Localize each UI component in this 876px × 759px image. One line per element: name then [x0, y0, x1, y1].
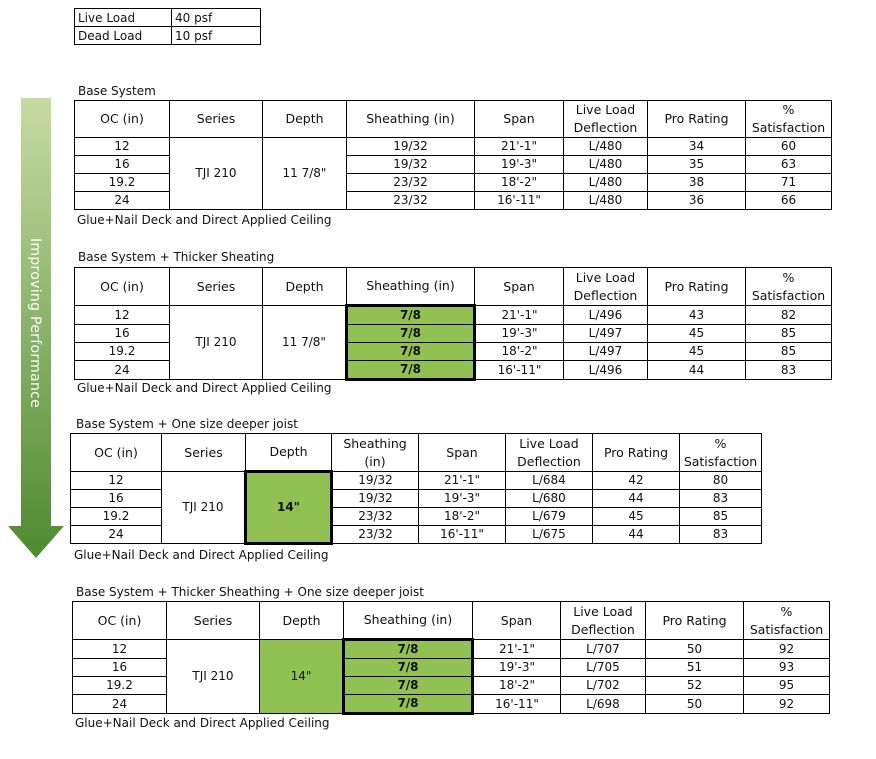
header-depth: Depth — [263, 101, 347, 138]
sheathing-cell-highlighted: 7/8 — [347, 343, 475, 361]
deflection-cell: L/705 — [561, 659, 646, 677]
span-cell: 19'-3" — [419, 490, 506, 508]
header-deflection: Live Load Deflection — [561, 602, 646, 640]
table-4-note: Glue+Nail Deck and Direct Applied Ceiling — [75, 716, 330, 730]
spec-table-4 — [72, 601, 830, 715]
span-cell: 19'-3" — [475, 325, 564, 343]
pro-rating-cell: 51 — [646, 659, 744, 677]
satisfaction-cell: 66 — [746, 192, 832, 210]
header-span: Span — [475, 101, 564, 138]
oc-cell: 19.2 — [75, 174, 170, 192]
oc-cell: 16 — [75, 325, 170, 343]
satisfaction-cell: 60 — [746, 138, 832, 156]
satisfaction-cell: 85 — [680, 508, 762, 526]
table-1-title: Base System — [78, 84, 156, 98]
span-cell: 21'-1" — [419, 472, 506, 490]
oc-cell: 24 — [75, 192, 170, 210]
oc-cell: 12 — [71, 472, 162, 490]
satisfaction-cell: 82 — [746, 306, 832, 325]
sheathing-cell-highlighted: 7/8 — [347, 361, 475, 380]
header-series: Series — [170, 268, 263, 306]
depth-cell-highlighted: 14" — [246, 472, 332, 544]
table-header-row — [71, 434, 762, 472]
table-row — [75, 138, 832, 156]
satisfaction-cell: 83 — [680, 526, 762, 544]
oc-cell: 12 — [75, 138, 170, 156]
header-pro-rating: Pro Rating — [593, 434, 680, 472]
table-1-note: Glue+Nail Deck and Direct Applied Ceiling — [77, 213, 332, 227]
header-pro-rating: Pro Rating — [648, 101, 746, 138]
oc-cell: 19.2 — [75, 343, 170, 361]
sheathing-cell: 19/32 — [332, 490, 419, 508]
header-sheathing: Sheathing (in) — [347, 268, 475, 306]
deflection-cell: L/480 — [564, 138, 648, 156]
satisfaction-cell: 83 — [746, 361, 832, 380]
header-oc: OC (in) — [71, 434, 162, 472]
header-series: Series — [162, 434, 246, 472]
header-oc: OC (in) — [75, 268, 170, 306]
header-oc: OC (in) — [75, 101, 170, 138]
series-cell: TJI 210 — [167, 640, 260, 714]
pro-rating-cell: 50 — [646, 695, 744, 714]
deflection-cell: L/496 — [564, 361, 648, 380]
header-satisfaction: % Satisfaction — [746, 101, 832, 138]
satisfaction-cell: 85 — [746, 325, 832, 343]
header-deflection: Live Load Deflection — [564, 268, 648, 306]
deflection-cell: L/702 — [561, 677, 646, 695]
pro-rating-cell: 36 — [648, 192, 746, 210]
header-series: Series — [170, 101, 263, 138]
deflection-cell: L/497 — [564, 343, 648, 361]
pro-rating-cell: 50 — [646, 640, 744, 659]
table-3-note: Glue+Nail Deck and Direct Applied Ceiling — [74, 548, 329, 562]
table-row — [75, 306, 832, 325]
header-depth: Depth — [263, 268, 347, 306]
satisfaction-cell: 71 — [746, 174, 832, 192]
header-depth: Depth — [260, 602, 344, 640]
span-cell: 21'-1" — [473, 640, 561, 659]
satisfaction-cell: 85 — [746, 343, 832, 361]
live-load-row — [75, 9, 261, 27]
satisfaction-cell: 80 — [680, 472, 762, 490]
pro-rating-cell: 43 — [648, 306, 746, 325]
depth-cell: 11 7/8" — [263, 138, 347, 210]
header-deflection: Live Load Deflection — [564, 101, 648, 138]
span-cell: 16'-11" — [419, 526, 506, 544]
pro-rating-cell: 35 — [648, 156, 746, 174]
header-satisfaction: % Satisfaction — [746, 268, 832, 306]
satisfaction-cell: 83 — [680, 490, 762, 508]
deflection-cell: L/480 — [564, 174, 648, 192]
span-cell: 19'-3" — [475, 156, 564, 174]
sheathing-cell: 19/32 — [347, 156, 475, 174]
span-cell: 21'-1" — [475, 306, 564, 325]
span-cell: 16'-11" — [475, 192, 564, 210]
sheathing-cell-highlighted: 7/8 — [344, 695, 473, 714]
header-span: Span — [419, 434, 506, 472]
header-pro-rating: Pro Rating — [646, 602, 744, 640]
sheathing-cell: 19/32 — [332, 472, 419, 490]
oc-cell: 24 — [71, 526, 162, 544]
dead-load-row — [75, 27, 261, 45]
satisfaction-cell: 95 — [744, 677, 830, 695]
pro-rating-cell: 45 — [648, 325, 746, 343]
header-sheathing: Sheathing (in) — [344, 602, 473, 640]
header-sheathing: Sheathing (in) — [332, 434, 419, 472]
satisfaction-cell: 92 — [744, 640, 830, 659]
header-series: Series — [167, 602, 260, 640]
dead-load-label: Dead Load — [75, 27, 172, 45]
header-depth: Depth — [246, 434, 332, 472]
table-4-title: Base System + Thicker Sheathing + One size deeper joist — [76, 585, 424, 599]
spec-table-3 — [70, 433, 762, 545]
span-cell: 18'-2" — [419, 508, 506, 526]
oc-cell: 24 — [73, 695, 167, 714]
oc-cell: 16 — [75, 156, 170, 174]
header-span: Span — [475, 268, 564, 306]
sheathing-cell: 23/32 — [332, 526, 419, 544]
spec-table-1 — [74, 100, 832, 210]
depth-cell-highlighted: 14" — [260, 640, 344, 714]
satisfaction-cell: 93 — [744, 659, 830, 677]
oc-cell: 16 — [71, 490, 162, 508]
table-row — [73, 640, 830, 659]
pro-rating-cell: 44 — [593, 526, 680, 544]
sheathing-cell-highlighted: 7/8 — [344, 677, 473, 695]
pro-rating-cell: 44 — [593, 490, 680, 508]
span-cell: 18'-2" — [473, 677, 561, 695]
deflection-cell: L/707 — [561, 640, 646, 659]
deflection-cell: L/496 — [564, 306, 648, 325]
pro-rating-cell: 44 — [648, 361, 746, 380]
deflection-cell: L/680 — [506, 490, 593, 508]
deflection-cell: L/675 — [506, 526, 593, 544]
span-cell: 18'-2" — [475, 174, 564, 192]
header-oc: OC (in) — [73, 602, 167, 640]
loads-table — [74, 8, 261, 45]
pro-rating-cell: 52 — [646, 677, 744, 695]
series-cell: TJI 210 — [170, 138, 263, 210]
span-cell: 16'-11" — [473, 695, 561, 714]
oc-cell: 19.2 — [71, 508, 162, 526]
dead-load-value: 10 psf — [172, 27, 261, 45]
deflection-cell: L/497 — [564, 325, 648, 343]
pro-rating-cell: 42 — [593, 472, 680, 490]
sheathing-cell-highlighted: 7/8 — [344, 640, 473, 659]
pro-rating-cell: 38 — [648, 174, 746, 192]
pro-rating-cell: 34 — [648, 138, 746, 156]
depth-cell: 11 7/8" — [263, 306, 347, 380]
series-cell: TJI 210 — [170, 306, 263, 380]
sheathing-cell-highlighted: 7/8 — [347, 306, 475, 325]
table-2-note: Glue+Nail Deck and Direct Applied Ceiling — [77, 381, 332, 395]
sheathing-cell-highlighted: 7/8 — [347, 325, 475, 343]
oc-cell: 12 — [75, 306, 170, 325]
table-header-row — [73, 602, 830, 640]
series-cell: TJI 210 — [162, 472, 246, 544]
deflection-cell: L/480 — [564, 192, 648, 210]
deflection-cell: L/698 — [561, 695, 646, 714]
header-span: Span — [473, 602, 561, 640]
oc-cell: 19.2 — [73, 677, 167, 695]
table-2-title: Base System + Thicker Sheating — [78, 250, 275, 264]
table-row — [71, 472, 762, 490]
deflection-cell: L/684 — [506, 472, 593, 490]
deflection-cell: L/480 — [564, 156, 648, 174]
oc-cell: 12 — [73, 640, 167, 659]
span-cell: 18'-2" — [475, 343, 564, 361]
deflection-cell: L/679 — [506, 508, 593, 526]
live-load-value: 40 psf — [172, 9, 261, 27]
header-sheathing: Sheathing (in) — [347, 101, 475, 138]
sheathing-cell: 19/32 — [347, 138, 475, 156]
sheathing-cell-highlighted: 7/8 — [344, 659, 473, 677]
pro-rating-cell: 45 — [593, 508, 680, 526]
span-cell: 21'-1" — [475, 138, 564, 156]
spec-table-2 — [74, 267, 832, 381]
span-cell: 16'-11" — [475, 361, 564, 380]
oc-cell: 24 — [75, 361, 170, 380]
header-satisfaction: % Satisfaction — [680, 434, 762, 472]
header-pro-rating: Pro Rating — [648, 268, 746, 306]
satisfaction-cell: 92 — [744, 695, 830, 714]
live-load-label: Live Load — [75, 9, 172, 27]
satisfaction-cell: 63 — [746, 156, 832, 174]
sheathing-cell: 23/32 — [332, 508, 419, 526]
pro-rating-cell: 45 — [648, 343, 746, 361]
sheathing-cell: 23/32 — [347, 192, 475, 210]
sheathing-cell: 23/32 — [347, 174, 475, 192]
oc-cell: 16 — [73, 659, 167, 677]
table-3-title: Base System + One size deeper joist — [76, 417, 298, 431]
table-header-row — [75, 268, 832, 306]
header-satisfaction: % Satisfaction — [744, 602, 830, 640]
table-header-row — [75, 101, 832, 138]
span-cell: 19'-3" — [473, 659, 561, 677]
header-deflection: Live Load Deflection — [506, 434, 593, 472]
arrow-label: Improving Performance — [27, 237, 43, 409]
